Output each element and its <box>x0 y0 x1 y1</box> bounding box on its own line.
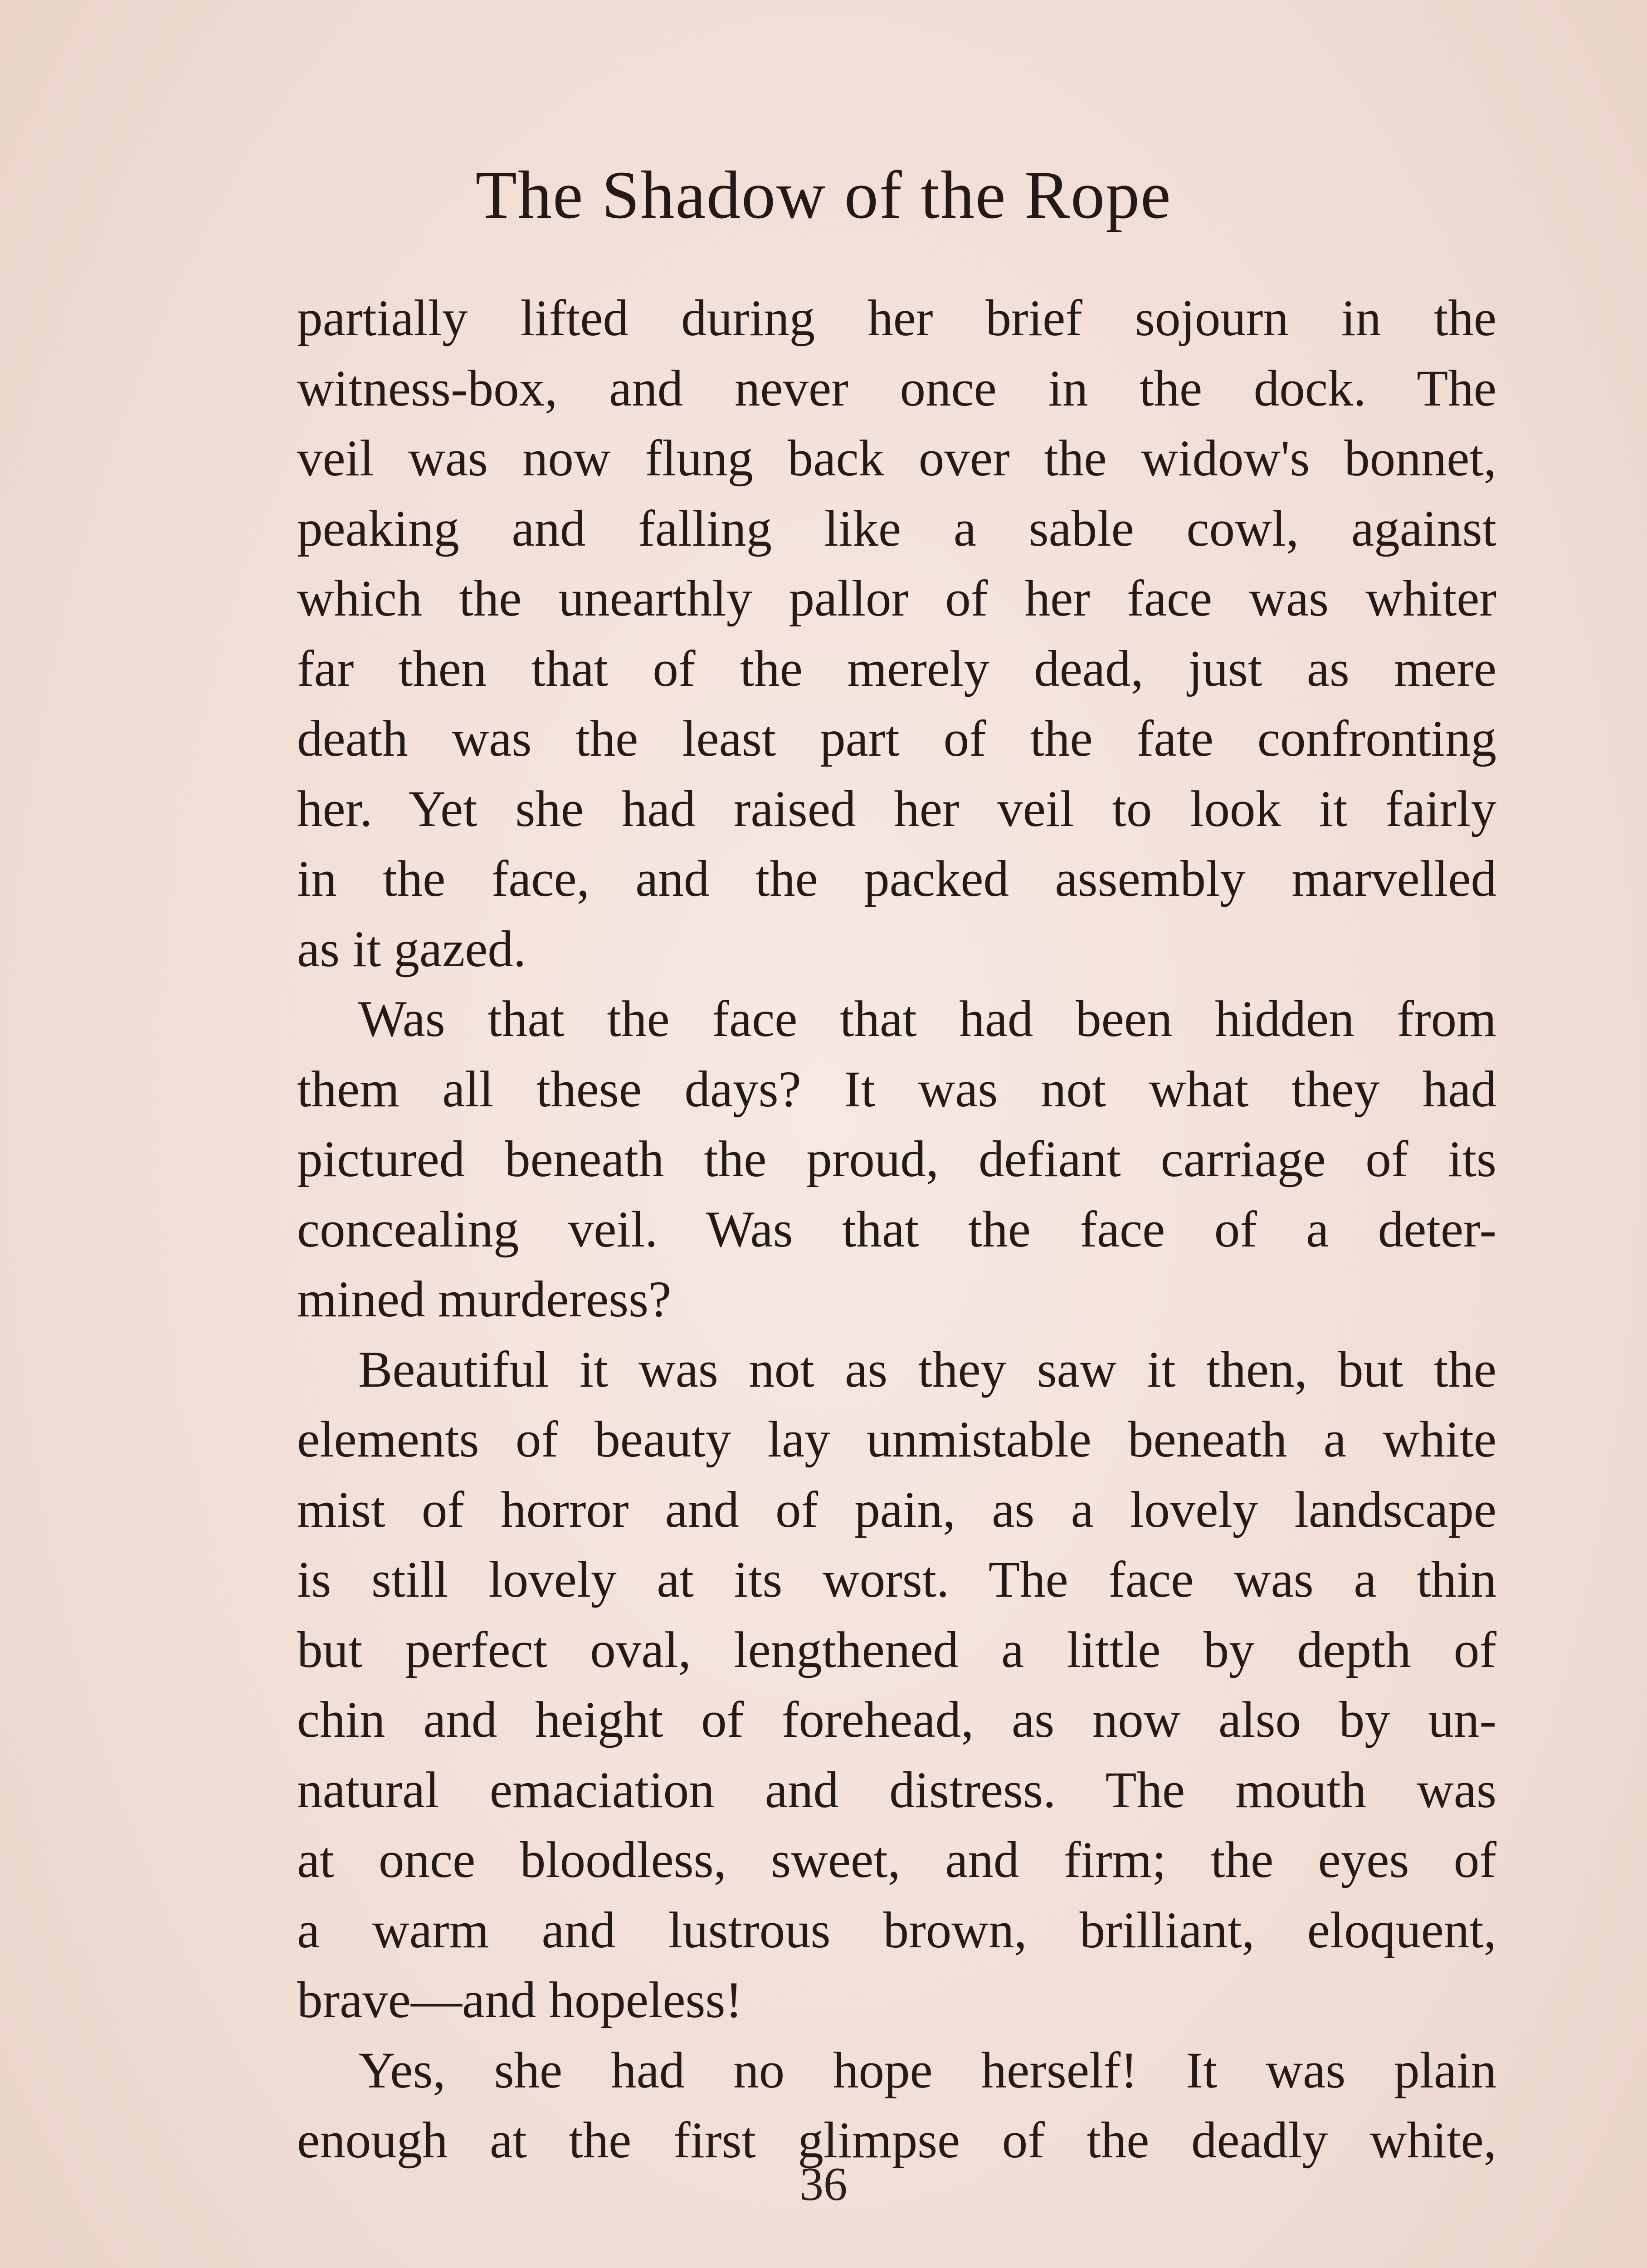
text-line: death was the least part of the fate confronting <box>297 710 1496 767</box>
text-line: them all these days? It was not what they had <box>297 1061 1496 1118</box>
text-line: partially lifted during her brief sojourn in the <box>297 290 1496 347</box>
text-line: concealing veil. Was that the face of a deter- <box>297 1201 1496 1258</box>
text-line: peaking and falling like a sable cowl, against <box>297 500 1496 557</box>
text-line: which the unearthly pallor of her face was whiter <box>297 570 1496 627</box>
page-number: 36 <box>799 2157 848 2210</box>
text-line: at once bloodless, sweet, and firm; the eyes of <box>297 1832 1496 1888</box>
text-line: natural emaciation and distress. The mouth was <box>297 1761 1496 1818</box>
text-line: as it gazed. <box>297 920 526 978</box>
text-line: but perfect oval, lengthened a little by depth of <box>297 1621 1496 1678</box>
text-line: in the face, and the packed assembly marvelled <box>297 850 1496 907</box>
text-line: is still lovely at its worst. The face was a thin <box>297 1551 1496 1608</box>
text-line: mined murderess? <box>297 1271 672 1328</box>
text-line: far then that of the merely dead, just as mere <box>297 640 1496 697</box>
paragraph <box>297 984 1496 1335</box>
text-line: Yes, she had no hope herself! It was plain <box>358 2042 1496 2099</box>
paragraph <box>297 1335 1496 2036</box>
text-line: enough at the first glimpse of the deadly white, <box>297 2112 1496 2169</box>
text-line: her. Yet she had raised her veil to look it fairly <box>297 780 1496 837</box>
text-line: Beautiful it was not as they saw it then, but the <box>358 1341 1496 1398</box>
text-line: veil was now flung back over the widow's bonnet, <box>297 430 1496 487</box>
text-line: pictured beneath the proud, defiant carriage of its <box>297 1131 1496 1188</box>
text-line: brave—and hopeless! <box>297 1972 743 2028</box>
text-line: a warm and lustrous brown, brilliant, eloquent, <box>297 1901 1496 1959</box>
text-line: elements of beauty lay unmistable beneath a white <box>297 1411 1496 1468</box>
running-head: The Shadow of the Rope <box>475 157 1172 233</box>
text-line: Was that the face that had been hidden from <box>358 991 1496 1047</box>
text-line: chin and height of forehead, as now also by un- <box>297 1691 1496 1748</box>
body-text <box>297 284 1496 2176</box>
text-line: mist of horror and of pain, as a lovely landscape <box>297 1481 1496 1538</box>
paragraph <box>297 284 1496 984</box>
text-line: witness-box, and never once in the dock. The <box>297 360 1496 417</box>
